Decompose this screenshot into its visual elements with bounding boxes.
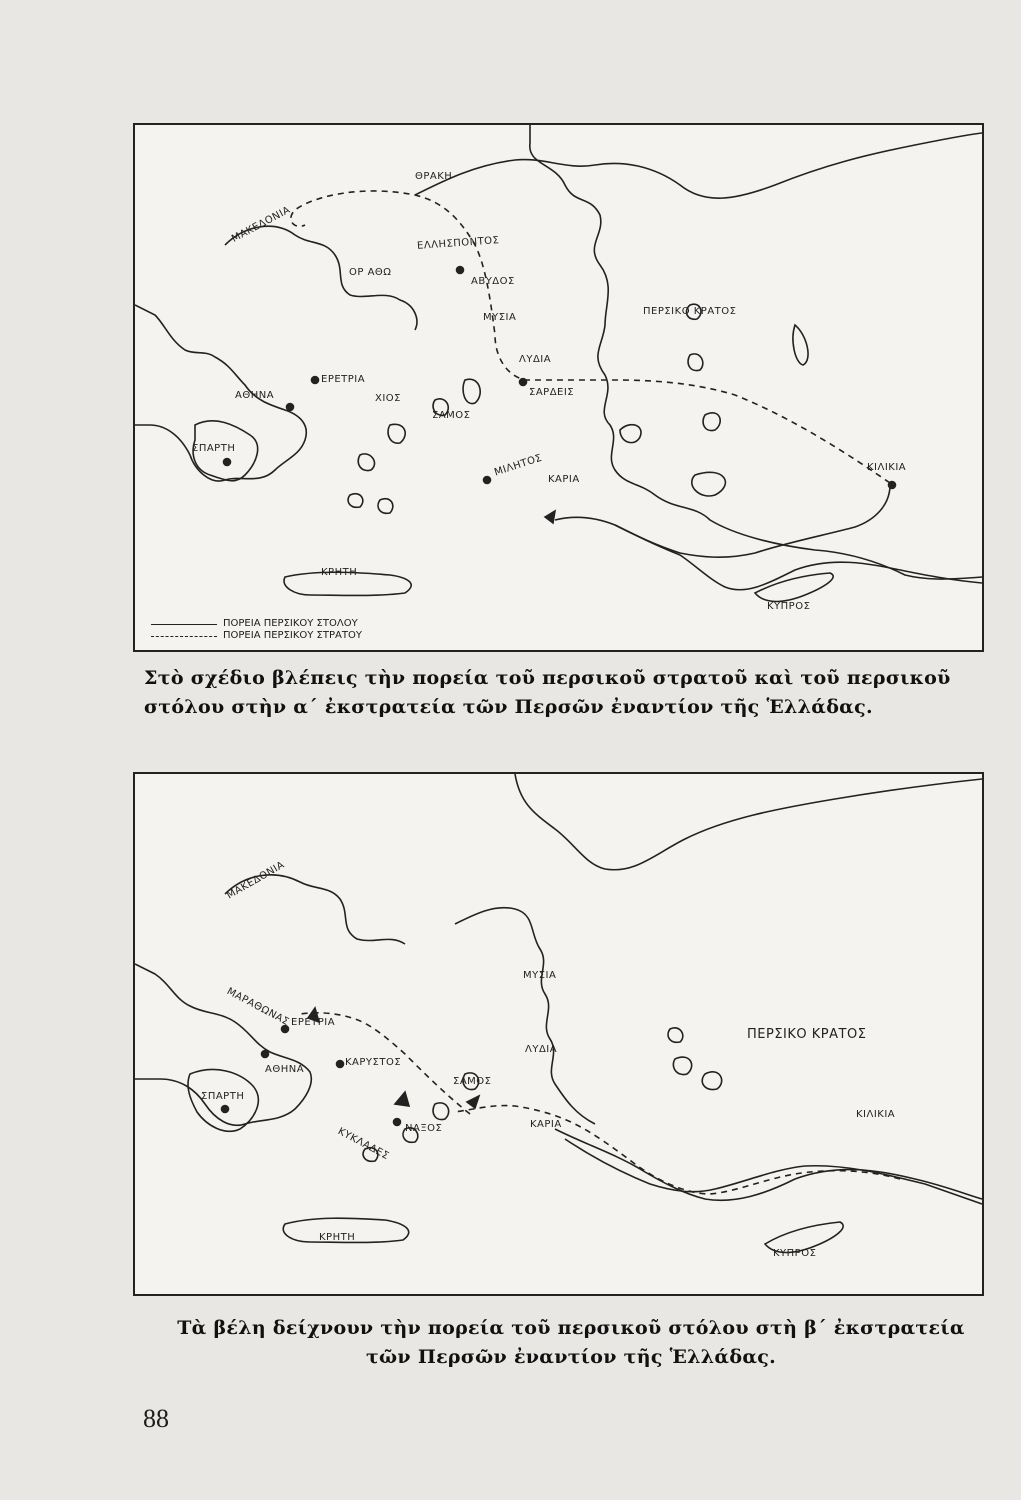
map2-dot-karystos [337, 1061, 344, 1068]
label-athina: ΑΘΗΝΑ [265, 1064, 305, 1075]
label-mysia: ΜΥΣΙΑ [523, 970, 557, 981]
caption-map2 [141, 1314, 1001, 1372]
map2-island [673, 1057, 691, 1074]
map1-island [358, 454, 374, 471]
label-or-athos: ΟΡ ΑΘΩ [349, 267, 392, 278]
map1-legend [151, 618, 362, 642]
label-kilikia: ΚΙΛΙΚΙΑ [867, 462, 907, 473]
label-chios: ΧΙΟΣ [375, 393, 401, 404]
caption-map2-line2: τῶν Περσῶν ἐναντίον τῆς Ἑλλάδας. [365, 1346, 777, 1368]
map1-cyprus [755, 573, 833, 602]
label-kriti: ΚΡΗΤΗ [321, 567, 358, 578]
map2-coast-south [555, 1129, 982, 1200]
legend-dashed-line [151, 636, 217, 637]
map2-fleet-route [455, 1106, 900, 1194]
map1-island [348, 494, 363, 508]
legend-fleet-row [151, 618, 362, 630]
label-sparti: ΣΠΑΡΤΗ [192, 443, 236, 454]
label-eretria: ΕΡΕΤΡΙΑ [321, 374, 366, 385]
map1-island [688, 354, 703, 371]
label-athina: ΑΘΗΝΑ [235, 390, 275, 401]
label-makedonia: ΜΑΚΕΔΟΝΙΑ [225, 859, 287, 902]
map1-dot-kilikia [889, 482, 896, 489]
map1-island [378, 499, 393, 514]
map2-island [433, 1103, 449, 1120]
label-lydia: ΛΥΔΙΑ [519, 354, 552, 365]
map1-dot-athina [287, 404, 294, 411]
map1-coast-macedonia [225, 226, 417, 330]
map1-island [692, 472, 726, 496]
map-first-campaign [133, 123, 984, 652]
label-kriti: ΚΡΗΤΗ [319, 1232, 356, 1243]
map1-island [703, 413, 720, 431]
map1-coast-north [415, 133, 982, 198]
map1-dot-eretria [312, 377, 319, 384]
label-samos: ΣΑΜΟΣ [432, 410, 471, 421]
label-karystos: ΚΑΡΥΣΤΟΣ [345, 1057, 402, 1068]
map2-coast-asia [455, 908, 595, 1124]
map1-island [463, 379, 480, 403]
map1-island [620, 425, 641, 443]
label-kilikia: ΚΙΛΙΚΙΑ [856, 1109, 896, 1120]
map1-coast-asia [530, 125, 982, 579]
map1-dot-sardeis [520, 379, 527, 386]
label-makedonia: ΜΑΚΕΔΟΝΙΑ [230, 204, 293, 245]
label-militos: ΜΙΛΗΤΟΣ [493, 452, 544, 479]
legend-solid-line [151, 624, 217, 625]
legend-army-row [151, 630, 362, 642]
map-second-campaign [133, 772, 984, 1296]
label-sardeis: ΣΑΡΔΕΙΣ [529, 387, 575, 398]
caption-map1: Στὸ σχέδιο βλέπεις τὴν πορεία τοῦ περσικοῦ στρατοῦ καὶ τοῦ περσικοῦ στόλου στὴν α΄ ἐκστρατεία τῶν Περσῶν ἐναντίον τῆς Ἑλλάδας. [144, 667, 951, 718]
map2-coast-north [515, 774, 982, 870]
map2-dot-naxos [394, 1119, 401, 1126]
label-persiko-kratos: ΠΕΡΣΙΚΟ ΚΡΑΤΟΣ [643, 306, 737, 317]
label-karia: ΚΑΡΙΑ [548, 474, 580, 485]
map2-dot-athina [262, 1051, 269, 1058]
map2-fleet-arrow [395, 1092, 409, 1106]
label-thraki: ΘΡΑΚΗ [415, 171, 453, 182]
map2-island [668, 1028, 683, 1043]
label-sparti: ΣΠΑΡΤΗ [201, 1091, 245, 1102]
map2-dot-sparti [222, 1106, 229, 1113]
map1-fleet-arrow [545, 511, 555, 523]
label-mysia: ΜΥΣΙΑ [483, 312, 517, 323]
label-eretria: ΕΡΕΤΡΙΑ [291, 1017, 336, 1028]
legend-fleet-label: ΠΟΡΕΙΑ ΠΕΡΣΙΚΟΥ ΣΤΟΛΟΥ [223, 618, 358, 629]
page-number: 88 [143, 1404, 169, 1433]
map1-dot-abydos [457, 267, 464, 274]
map2-coast-south2 [565, 1139, 982, 1204]
label-karia: ΚΑΡΙΑ [530, 1119, 562, 1130]
label-lydia: ΛΥΔΙΑ [525, 1044, 558, 1055]
label-kypros: ΚΥΠΡΟΣ [767, 601, 811, 612]
label-naxos: ΝΑΞΟΣ [405, 1123, 443, 1134]
label-samos: ΣΑΜΟΣ [453, 1076, 492, 1087]
map1-coast-south [615, 525, 982, 590]
label-kyklades: ΚΥΚΛΑΔΕΣ [335, 1126, 391, 1163]
legend-army-label: ΠΟΡΕΙΑ ΠΕΡΣΙΚΟΥ ΣΤΡΑΤΟΥ [223, 630, 362, 641]
map1-dot-militos [484, 477, 491, 484]
map2-island [702, 1072, 721, 1090]
map1-island [793, 325, 808, 365]
caption-map2-line1: Τὰ βέλη δείχνουν τὴν πορεία τοῦ περσικοῦ στόλου στὴ β΄ ἐκστρατεία [177, 1317, 965, 1339]
map1-coast-greece [135, 305, 306, 481]
map1-army-route [291, 191, 890, 483]
map1-fleet-route [555, 485, 890, 557]
map1-island [388, 424, 405, 443]
label-persiko-kratos: ΠΕΡΣΙΚΟ ΚΡΑΤΟΣ [747, 1027, 867, 1042]
label-hellespontos: ΕΛΛΗΣΠΟΝΤΟΣ [416, 235, 500, 252]
label-abydos: ΑΒΥΔΟΣ [471, 276, 515, 287]
map1-dot-sparti [224, 459, 231, 466]
map2-fleet-arrow [467, 1096, 479, 1108]
label-kypros: ΚΥΠΡΟΣ [773, 1248, 817, 1259]
label-marathonas: ΜΑΡΑΘΩΝΑΣ [224, 986, 291, 1029]
